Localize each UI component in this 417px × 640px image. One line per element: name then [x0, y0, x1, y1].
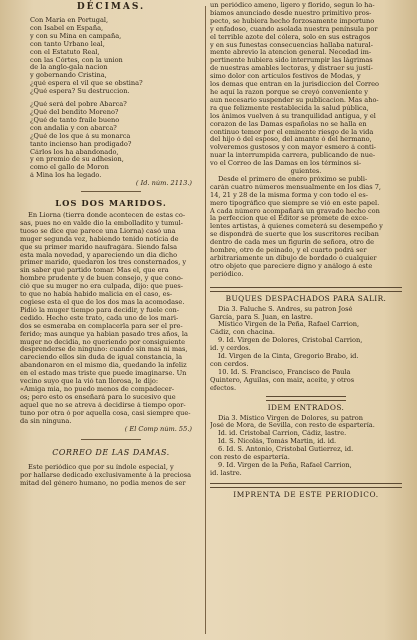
prose-line: corazon de las Damas españolas no se halla en — [210, 120, 367, 128]
section-rule-3 — [210, 483, 402, 488]
prose-line: mero tipográfico que siempre se vió en este papel. — [210, 199, 380, 207]
prose-line: vo el Correo de las Damas en los términos si- — [210, 160, 362, 168]
prose-line: se dispondrá de suerte que los suscritores reciban — [210, 231, 379, 239]
prose-line: la perfeccion que el Editor se promete de exce- — [210, 215, 369, 223]
prose-line: aun necesario suspender su publicacion. Mas aho- — [210, 96, 379, 104]
prose-line: pecto, se hubiera hecho forzosamente importuno — [210, 17, 375, 25]
prose-line: que su primer marido naufragára. Siendo falsa — [20, 243, 178, 251]
prose-line: otro objeto que pareciere digno y análogo á este — [210, 262, 373, 270]
prose-line: muger no decidia, no queriendo por consiguiente — [20, 338, 186, 346]
poem-line: tanto incienso han prodigado? — [30, 140, 132, 148]
prose-line: cogiese esta el que de los dos mas la acomodase. — [20, 299, 185, 306]
prose-line: da sin ninguna. — [20, 417, 72, 425]
prose-line: los ánimos vuelven á su tranquilidad antigua, y el — [210, 112, 376, 120]
ship-entry-line: García, para S. Juan, en lastre. — [210, 313, 313, 321]
prose-line: nuar la interrumpida carrera, publicando de nue- — [210, 152, 376, 160]
section-rule-2 — [266, 396, 346, 401]
poem-stanza-1 — [20, 17, 202, 96]
prose-line: he aquí la razon porque se creyó conveniente y — [210, 88, 368, 96]
poem-stanza-2 — [20, 101, 202, 180]
poem-line: y gobernando Cristina, — [30, 72, 107, 80]
poem-line: ¿Qué de tanto fraile bueno — [30, 116, 120, 124]
decimas-title: DÉCIMAS. — [76, 2, 146, 12]
prose-line: to que no había habido malicia en el caso, es- — [20, 291, 173, 299]
prose-line: los demas que entran en la jurisdiccion del Correo — [210, 81, 380, 89]
signature-1: ( Id. núm. 2113.) — [135, 180, 192, 188]
prose-line: el terrible azote del cólera, solo en sus estragos — [210, 33, 371, 41]
prose-line: 14, 21 y 28 de la misma forma y con todo el es- — [210, 191, 368, 199]
left-column — [20, 0, 202, 640]
correo-subscription-text — [210, 176, 402, 279]
prose-line: un periódico ameno, ligero y florido, segun lo ha- — [210, 2, 375, 9]
prose-line: lentes artistas, á quienes cometerá su desempeño y — [210, 223, 383, 231]
prose-line: por hallarse dedicado exclusivamente á la preciosa — [20, 472, 192, 480]
prose-line: bíamos anunciado desde nuestro primitivo pros- — [210, 9, 372, 17]
prose-line: hombre prudente y de buen consejo, y que cono- — [20, 275, 184, 283]
poem-line: y con su Mina en campaña, — [30, 32, 122, 40]
prose-line: volveremos gustosos y con mayor esmero á conti- — [210, 144, 377, 152]
prose-line: desprenderse de ninguno: cuando sin mas ni mas, — [20, 346, 188, 354]
prose-line: en el estado mas triste que puede imaginarse. Un — [20, 370, 187, 378]
ship-entry-line: con cerdos. — [210, 360, 249, 368]
prose-line: pertinente hubiera sido interrumpir las lágrimas — [210, 57, 373, 65]
prose-line: mitad del género humano, no podia menos de ser — [20, 480, 186, 488]
ship-entry-line: Cádiz, con chacina. — [210, 329, 275, 337]
prose-line: guientes. — [290, 168, 322, 176]
prose-line: dos se esmeraba en complacerla para ser el pre- — [20, 322, 183, 330]
ship-entry-line: Id. Virgen de la Cinta, Gregorio Brabo, id. — [218, 353, 359, 361]
poem-line: con el Estatuto Real, — [30, 48, 100, 56]
prose-line: abandonaron en el mismo dia, quedando la infeliz — [20, 362, 187, 370]
poem-line: con andalia y con abarca? — [30, 124, 117, 132]
poem-line: ¿Qué de los que á su monarca — [30, 132, 131, 140]
ship-entry-line: 6. Id. S. Antonio, Cristobal Gutierrez, id. — [218, 446, 354, 454]
poem-line: Cárlos los ha abandonado, — [30, 148, 119, 156]
prose-line: de nuestras amables lectoras, y distraer su justí- — [210, 65, 373, 73]
divider-2 — [81, 439, 141, 440]
column-divider — [205, 6, 206, 634]
poem-line: como el gallo de Moron — [30, 164, 109, 172]
poem-line: ¿qué espera el vil que se obstina? — [30, 80, 143, 88]
poem-line: y en premio de su adhesion, — [30, 156, 124, 164]
prose-line: careciendo ellos sin duda de igual constancia, la — [20, 354, 183, 362]
ship-entry-line: efectos. — [210, 384, 237, 392]
ship-entry-line: con resto de espartería. — [210, 454, 290, 462]
prose-line: sas, pues no en valde dio la embolladito y tumul- — [20, 219, 183, 227]
poem-line: con Isabel en España, — [30, 24, 104, 32]
poem-line: á Mina los ha legado. — [30, 172, 102, 180]
ship-entry-line: id. lastre. — [210, 469, 242, 477]
ships-arrived-heading: IDEM ENTRADOS. — [267, 403, 345, 412]
prose-line: «Amiga mia, no puedo menos de compadecer- — [20, 385, 175, 393]
prose-line: del hijo ó del esposo, del amante ó del hermano, — [210, 136, 372, 144]
poem-line: con tanto Urbano leal, — [30, 40, 105, 48]
correo-continued-text — [210, 2, 402, 176]
prose-line: ra que felizmente restablecida la salud pública, — [210, 104, 369, 112]
ship-entry-line: Id. id. Cristobal Carrion, Cádiz, lastre. — [218, 430, 347, 438]
prose-line: esta mala novedad, y apareciendo un dia dicho — [20, 251, 178, 259]
prose-line: aquel que no se atreva á decidirse á tiempo opor- — [20, 401, 186, 409]
prose-line: Pidió la muger tiempo para decidir, y fuele con- — [20, 306, 180, 314]
prose-line: Desde el primero de enero próximo se publi- — [218, 175, 368, 183]
divider-1 — [81, 191, 141, 192]
ships-departed-list — [210, 306, 402, 393]
prose-line: primer marido, quedaron los tres consternados, y — [20, 259, 187, 267]
prose-line: carán cuatro números mensualmente en los dias 7, — [210, 183, 381, 191]
ship-entry-line: Id. S. Nicolás, Tomás Martin, id. id. — [218, 438, 337, 446]
prose-line: En Liorna (tierra donde acontecen de estas co- — [28, 212, 186, 220]
prose-line: dentro de cada mes un figurin de señora, otro de — [210, 239, 374, 247]
prose-line: y en sus funestas consecuencias hallaba natural- — [210, 41, 374, 49]
los-dos-maridos-title: LOS DOS MARIDOS. — [55, 198, 167, 209]
poem-line: de la anglo-gala nacion — [30, 64, 108, 72]
ship-entry-line: id. y cerdos. — [210, 345, 251, 353]
prose-line: y enfadoso, cuando asolada nuestra península por — [210, 25, 378, 33]
correo-title: CORREO DE LAS DAMAS. — [52, 448, 170, 458]
correo-text — [20, 464, 202, 488]
ship-entry-line: Místico Virgen de la Peña, Rafael Carrion, — [218, 321, 360, 329]
poem-line: ¿Qué será del pobre Abarca? — [30, 101, 127, 109]
ship-entry-line: Dia 3. Faluche S. Andres, su patron José — [218, 305, 353, 313]
prose-line: arbitrariamente un dibujo de bordado ó cualquier — [210, 255, 377, 262]
prose-line: simo dolor con artículos festivos de Modas, y — [210, 73, 361, 81]
prose-line: periódico. — [210, 270, 244, 278]
section-rule-1 — [210, 287, 402, 292]
prose-line: A cada número acompañará un gravado hecho con — [210, 207, 380, 215]
ship-entry-line: 9. Id. Virgen de la Peña, Rafael Carrion, — [218, 461, 352, 469]
prose-line: os; pero esto os enseñará para lo sucesivo que — [20, 393, 176, 401]
poem-line: Con María en Portugal, — [30, 17, 109, 24]
poem-line: ¿Qué del bendito Moreno? — [30, 108, 119, 116]
ships-arrived-list — [210, 415, 402, 478]
poem-line: con las Córtes, con la union — [30, 56, 123, 64]
ship-entry-line: 9. Id. Virgen de Dolores, Cristobal Carrion, — [218, 337, 363, 345]
ship-entry-line: Dia 3. Místico Virgen de Dolores, su patron — [218, 414, 364, 422]
prose-line: continuo temor por el eminente riesgo de la vida — [210, 128, 374, 136]
prose-line: muger segunda vez, habiendo tenido noticia de — [20, 235, 179, 243]
prose-line: tuoso se dice que parece una Liorna) casó una — [20, 227, 176, 235]
prose-line: Este periódico que por su índole especial, y — [28, 464, 174, 472]
ships-departed-heading: BUQUES DESPACHADOS PARA SALIR. — [225, 294, 387, 303]
poem-line: ¿Qué espera? Su destruccion. — [30, 88, 130, 96]
prose-line: vecino suyo que la vió tan llorosa, le dijo: — [20, 378, 159, 386]
los-dos-maridos-text — [20, 212, 202, 425]
prose-line: cedido. Hecho este trato, cada uno de los mari- — [20, 314, 179, 322]
signature-2: ( El Comp núm. 55.) — [124, 425, 192, 433]
prose-line: sin saber qué partido tomar. Mas el, que era — [20, 267, 169, 275]
prose-line: tuno por otra ó por aquella cosa, casi siempre que- — [20, 409, 191, 417]
prose-line: mente abrevio la atencion general. Necedad im- — [210, 49, 372, 57]
printer-footer: IMPRENTA DE ESTE PERIÓDICO. — [233, 490, 379, 499]
prose-line: ció que su muger no era culpada, dijo: que pues- — [20, 283, 183, 291]
prose-line: hombre, otro de peinado, y el cuarto podrá ser — [210, 247, 367, 255]
ship-entry-line: Quintero, Aguilas, con maiz, aceite, y otros — [210, 376, 355, 384]
right-column — [210, 0, 402, 640]
ship-entry-line: 10. Id. S. Francisco, Francisco de Paula — [218, 368, 351, 376]
ship-entry-line: José de Mora, de Sevilla, con resto de espartería. — [210, 422, 375, 430]
prose-line: ferido; mas aunque ya habian pasado tres años, la — [20, 330, 188, 338]
